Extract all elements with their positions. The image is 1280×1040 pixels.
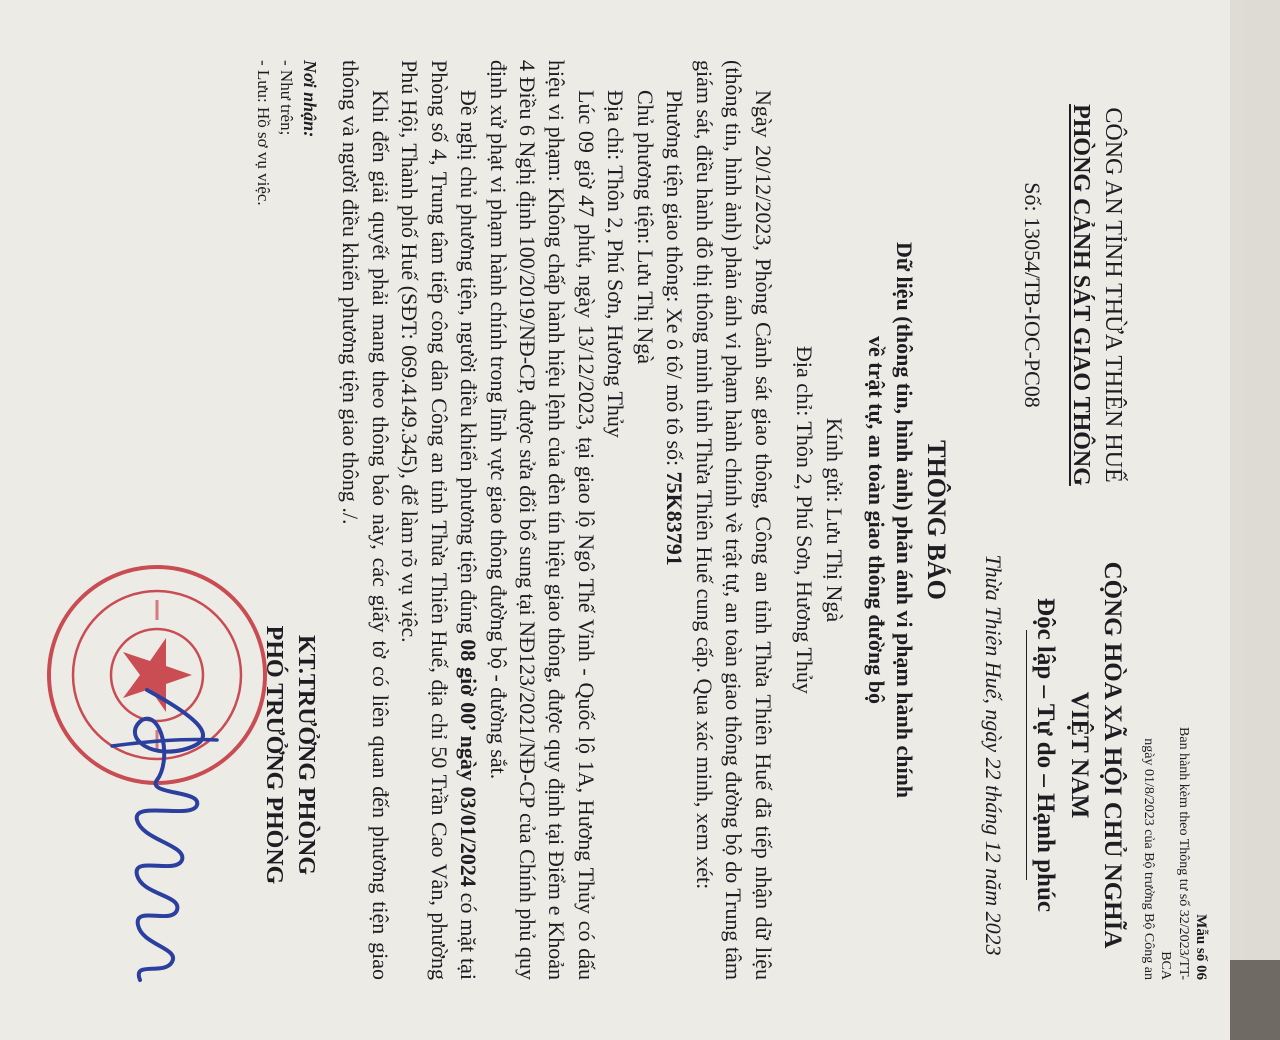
recipient-item: - Như trên; xyxy=(277,60,297,136)
signer-title-1: KT.TRƯỞNG PHÒNG xyxy=(292,635,319,875)
body-paragraph-owner: Chủ phương tiện: Lưu Thị Ngà xyxy=(632,90,658,365)
department-name: PHÒNG CẢNH SÁT GIAO THÔNG xyxy=(1068,104,1095,486)
agency-block xyxy=(979,60,1140,530)
body-paragraph-intro: Ngày 20/12/2023, Phòng Cảnh sát giao thông, Công an tỉnh Thừa Thiên Huế đã tiếp nhận dữ liệu (thông tin, hình ảnh) phản ánh vi phạm hành chính về trật tự, an toàn giao thông đường bộ do Trung tâm giám sát, điều hành đô thị thông minh tỉnh Thừa Thiên Huế cung cấp. Qua xác minh, xem xét: xyxy=(691,60,776,980)
nation-name: CỘNG HÒA XÃ HỘI CHỦ NGHĨA VIỆT NAM xyxy=(1066,561,1127,949)
nation-block xyxy=(979,530,1140,980)
recipient-item: - Lưu: Hồ sơ vụ việc. xyxy=(254,60,274,206)
form-number: Mẫu số 06 xyxy=(1193,914,1209,980)
agency-name: CÔNG AN TỈNH THỪA THIÊN HUẾ xyxy=(1100,107,1127,483)
body-paragraph-closing: Khi đến giải quyết phải mang theo thông báo này, các giấy tờ có liên quan đến phương tiện giao thông và người điều khiển phương tiện giao thông ./. xyxy=(338,60,393,980)
summons-time: 08 giờ 00’ ngày 03/01/2024 xyxy=(456,639,482,887)
body-paragraph-violation: Lúc 09 giờ 47 phút, ngày 13/12/2023, tại giao lộ Ngô Thế Vinh - Quốc lộ 1A, Hương Thủy có dấu hiệu vi phạm: Không chấp hành hiệu lệnh của đèn tín hiệu giao thông, được quy định tại Điểm e Khoản 4 Điều 6 Nghị định 100/2019/NĐ-CP, được sửa đổi bổ sung tại NĐ123/2021/NĐ-CP của Chính phủ quy định xử phạt vi phạm hành chính trong lĩnh vực giao thông đường bộ - đường sắt. xyxy=(485,60,599,980)
national-motto: Độc lập – Tự do – Hạnh phúc xyxy=(1032,598,1060,912)
place-date: Thừa Thiên Huế, ngày 22 tháng 12 năm 2023 xyxy=(981,554,1006,956)
document-body xyxy=(336,60,778,980)
signer-name xyxy=(0,530,4,980)
document-subtitle-2: về trật tự, an toàn giao thông đường bộ xyxy=(864,335,890,704)
document-header xyxy=(979,60,1140,980)
issued-note-line-1: Ban hành kèm theo Thông tư số 32/2023/TT-BCA xyxy=(1158,727,1191,980)
recipients-block xyxy=(0,60,322,530)
summons-suffix: có mặt tại Phòng số 4, Trung tâm tiếp công dân Công an tỉnh Thừa Thiên Huế, địa chỉ 50 Trần Cao Vân, phường Phú Hội, Thành phố Huế (SĐT: 069.4149.345), để làm rõ vụ việc. xyxy=(397,60,482,981)
vehicle-label: Phương tiện giao thông: Xe ô tô/ mô tô số: xyxy=(662,90,688,472)
issued-note-line-2: ngày 01/8/2023 của Bộ trưởng Bộ Công an xyxy=(1141,738,1156,980)
body-paragraph-summons xyxy=(395,60,483,980)
body-paragraph-vehicle xyxy=(660,60,689,980)
body-paragraph-address: Địa chỉ: Thôn 2, Phú Sơn, Hương Thủy xyxy=(603,90,629,438)
signature-block xyxy=(0,530,322,980)
document-subtitle-1: Dữ liệu (thông tin, hình ảnh) phản ánh vi phạm hành chính xyxy=(891,241,917,799)
document-title: THÔNG BÁO xyxy=(921,440,951,600)
motto-underline xyxy=(1026,630,1027,880)
addressee: Kính gửi: Lưu Thị Ngà xyxy=(821,417,847,623)
handwritten-signature xyxy=(92,680,242,1000)
issued-note xyxy=(1140,60,1193,980)
license-plate: 75K83791 xyxy=(662,471,688,566)
signer-title-2: PHÓ TRƯỞNG PHÒNG xyxy=(260,625,287,885)
signature-row xyxy=(0,60,322,980)
summons-prefix: Đề nghị chủ phương tiện, người điều khiển phương tiện đúng xyxy=(456,90,482,640)
recipients-heading: Nơi nhận: xyxy=(299,60,320,138)
addressee-address: Địa chỉ: Thôn 2, Phú Sơn, Hương Thủy xyxy=(792,346,818,694)
document-number: Số: 13054/TB-IOC-PC08 xyxy=(1020,182,1046,408)
